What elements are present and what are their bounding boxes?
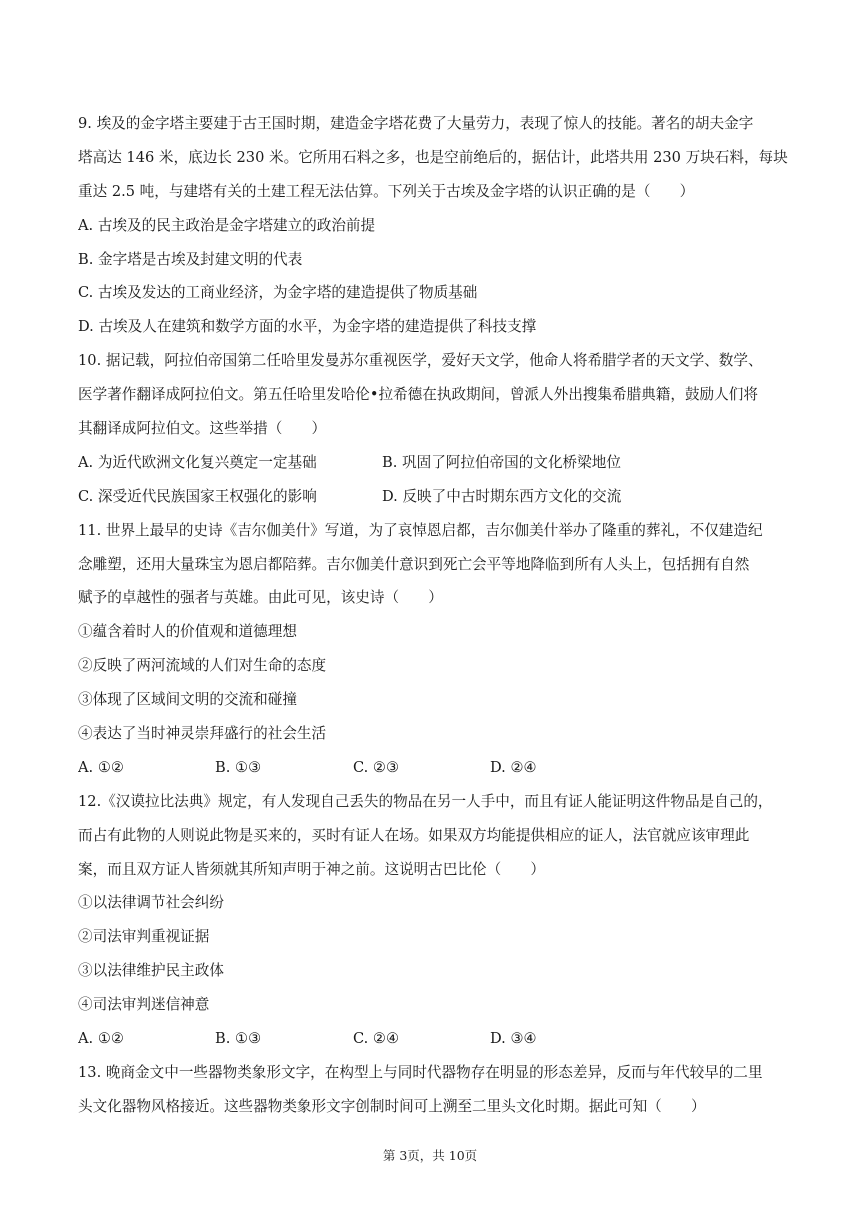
statement-1: ①以法律调节社会纠纷 [78,894,224,912]
option-row [78,1022,788,1056]
option-d: D. 反映了中古时期东西方文化的交流 [382,487,622,505]
option-d: D. ③④ [490,1030,537,1048]
option-b: B. ①③ [215,1030,262,1048]
option-row [78,480,788,514]
option-a: A. ①② [78,758,124,776]
option-a: A. ①② [78,1030,124,1048]
option-a: A. 为近代欧洲文化复兴奠定一定基础 [78,453,317,471]
question-stem-line: 13. 晚商金文中一些器物类象形文字，在构型上与同时代器物存在明显的形态差异，反而与年代较早的二里 [78,1063,763,1081]
question-stem-line: 而占有此物的人则说此物是买来的，买时有证人在场。如果双方均能提供相应的证人，法官就应该审理此 [78,826,750,844]
question-11 [78,514,788,785]
question-13 [78,1056,788,1124]
option-c: C. ②④ [353,1030,400,1048]
option-d: D. 古埃及人在建筑和数学方面的水平，为金字塔的建造提供了科技支撑 [78,318,537,336]
question-stem-line: 12.《汉谟拉比法典》规定，有人发现自己丢失的物品在另一人手中，而且有证人能证明这件物品是自己的， [78,792,773,810]
question-stem-line: 重达 2.5 吨，与建塔有关的土建工程无法估算。下列关于古埃及金字塔的认识正确的是（ ） [78,182,695,200]
statement-2: ②司法审判重视证据 [78,928,210,946]
statement-2: ②反映了两河流域的人们对生命的态度 [78,657,327,675]
page-footer: 第 3页，共 10页 [382,1148,478,1163]
option-c: C. ②③ [353,758,400,776]
option-a: A. 古埃及的民主政治是金字塔建立的政治前提 [78,216,376,234]
statement-4: ④表达了当时神灵崇拜盛行的社会生活 [78,725,327,743]
question-stem-line: 医学著作翻译成阿拉伯文。第五任哈里发哈伦•拉希德在执政期间，曾派人外出搜集希腊典籍，鼓励人们将 [78,386,758,404]
statement-1: ①蕴含着时人的价值观和道德理想 [78,623,297,641]
option-b: B. 巩固了阿拉伯帝国的文化桥梁地位 [382,453,621,471]
question-stem-line: 9. 埃及的金字塔主要建于古王国时期，建造金字塔花费了大量劳力，表现了惊人的技能。著名的胡夫金字 [78,115,754,132]
question-9 [78,107,788,344]
option-b: B. 金字塔是古埃及封建文明的代表 [78,250,303,268]
statement-3: ③以法律维护民主政体 [78,962,224,980]
question-stem-line: 头文化器物风格接近。这些器物类象形文字创制时间可上溯至二里头文化时期。据此可知（ ） [78,1097,706,1115]
option-c: C. 古埃及发达的工商业经济，为金字塔的建造提供了物质基础 [78,284,478,302]
option-b: B. ①③ [215,758,262,776]
option-row [78,446,788,480]
option-c: C. 深受近代民族国家王权强化的影响 [78,487,317,505]
question-stem-line: 案，而且双方证人皆须就其所知声明于神之前。这说明古巴比伦（ ） [78,860,546,878]
page-content [78,107,788,1124]
question-stem-line: 10. 据记载，阿拉伯帝国第二任哈里发曼苏尔重视医学，爱好天文学，他命人将希腊学者的天文学、数学、 [78,352,763,370]
statement-3: ③体现了区域间文明的交流和碰撞 [78,691,297,709]
option-d: D. ②④ [490,758,537,776]
question-stem-line: 念雕塑，还用大量珠宝为恩启都陪葬。吉尔伽美什意识到死亡会平等地降临到所有人头上，包括拥有自然 [78,555,750,573]
question-stem-line: 赋予的卓越性的强者与英雄。由此可见，该史诗（ ） [78,589,443,607]
question-10 [78,344,788,513]
question-stem-line: 其翻译成阿拉伯文。这些举措（ ） [78,420,327,438]
question-stem-line: 11. 世界上最早的史诗《吉尔伽美什》写道，为了哀悼恩启都，吉尔伽美什举办了隆重的葬礼，不仅建造纪 [78,521,763,539]
question-stem-line: 塔高达 146 米，底边长 230 米。它所用石料之多，也是空前绝后的，据估计，此塔共用 230 万块石料，每块 [78,148,788,166]
option-row [78,751,788,785]
statement-4: ④司法审判迷信神意 [78,996,210,1014]
question-12 [78,785,788,1056]
